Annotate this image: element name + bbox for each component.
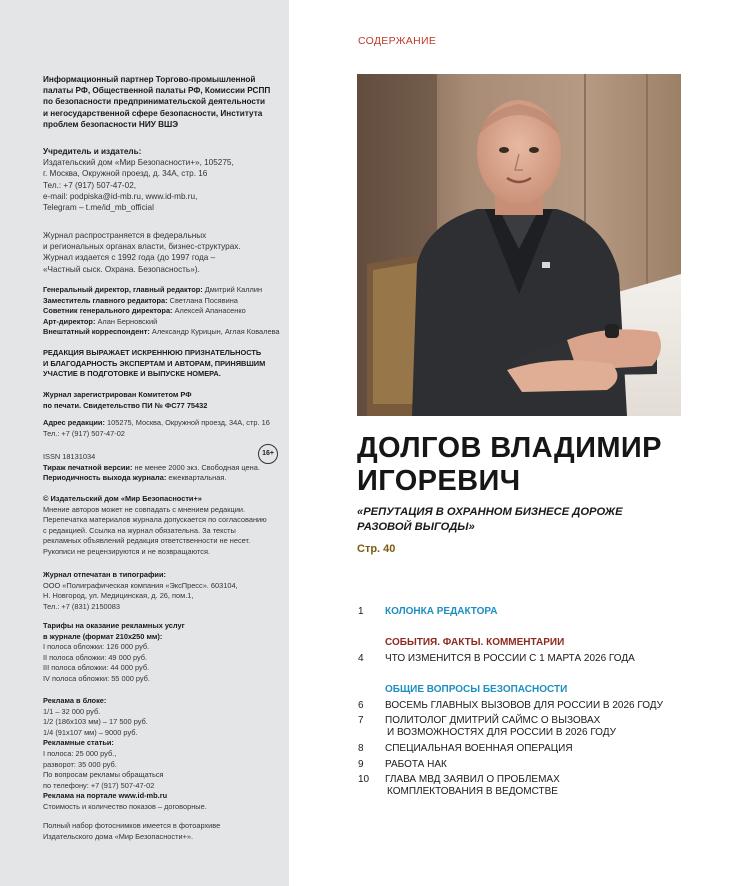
articles-title: Рекламные статьи: <box>43 738 114 748</box>
toc-item[interactable]: ВОСЕМЬ ГЛАВНЫХ ВЫЗОВОВ ДЛЯ РОССИИ В 2026 ГОДУ <box>385 700 664 711</box>
block-title: Реклама в блоке: <box>43 696 107 705</box>
address-phone: Тел.: +7 (917) 507-47-02 <box>43 428 125 438</box>
copyright-block <box>43 494 283 558</box>
block-line: 1/1 – 32 000 руб. <box>43 706 101 716</box>
circulation-text: не менее 2000 экз. Свободная цена. <box>134 462 260 472</box>
portal-text: Стоимость и количество показов – договорные. <box>43 801 207 811</box>
tariff-line: III полоса обложки: 44 000 руб. <box>43 663 150 673</box>
age-rating-badge: 16+ <box>258 444 278 464</box>
copyright-line: с редакцией. Ссылка на журнал обязательна. За тексты <box>43 525 236 535</box>
distribution-line: «Частный сыск. Охрана. Безопасность»). <box>43 264 200 274</box>
distribution-line: Журнал издается с 1992 года (до 1997 года – <box>43 253 216 263</box>
copyright-title: © Издательский дом «Мир Безопасности+» <box>43 494 202 503</box>
tariffs-title: в журнале (формат 210x250 мм): <box>43 631 163 641</box>
toc-editor-column[interactable]: КОЛОНКА РЕДАКТОРА <box>385 606 498 617</box>
portrait-photo <box>357 74 681 416</box>
printer-line: Н. Новгород, ул. Медицинская, д. 26, пом.1, <box>43 591 194 601</box>
staff-name: Алексей Апанасенко <box>174 306 246 316</box>
name-line: ИГОРЕВИЧ <box>357 465 521 497</box>
copyright-line: рекламных объявлений редакция ответственности не несет. <box>43 536 251 546</box>
block-line: 1/2 (186x103 мм) – 17 500 руб. <box>43 717 148 727</box>
partner-block <box>43 74 283 130</box>
staff-name: Дмитрий Каллин <box>204 285 263 294</box>
quote-line: «РЕПУТАЦИЯ В ОХРАННОМ БИЗНЕСЕ ДОРОЖЕ <box>357 506 623 518</box>
articles-line: I полоса: 25 000 руб., <box>43 748 117 758</box>
block-line: 1/4 (91x107 мм) – 9000 руб. <box>43 727 138 737</box>
issn-block <box>43 452 283 484</box>
toc-item[interactable]: ГЛАВА МВД ЗАЯВИЛ О ПРОБЛЕМАХ <box>385 774 560 785</box>
printer-line: Тел.: +7 (831) 2150083 <box>43 601 120 611</box>
period-text: ежеквартальная. <box>168 473 227 483</box>
gratitude-block <box>43 348 283 380</box>
copyright-line: Мнение авторов может не совпадать с мнением редакции. <box>43 504 246 514</box>
archive-line: Полный набор фотоснимков имеется в фотоархиве <box>43 821 221 830</box>
tariffs-title: Тарифы на оказание рекламных услуг <box>43 621 185 630</box>
portal-title: Реклама на портале www.id-mb.ru <box>43 791 168 801</box>
staff-name: Александр Курицын, Аглая Ковалева <box>151 327 280 337</box>
staff-name: Светлана Посявина <box>169 295 238 305</box>
tariff-line: I полоса обложки: 126 000 руб. <box>43 642 150 652</box>
toc-number: 8 <box>358 743 364 754</box>
founder-block <box>43 146 283 213</box>
section-label: СОДЕРЖАНИЕ <box>358 35 437 47</box>
copyright-line: Перепечатка материалов журнала допускается по согласованию <box>43 515 267 525</box>
toc-item-continued[interactable]: КОМПЛЕКТОВАНИЯ В ВЕДОМСТВЕ <box>387 786 558 797</box>
tariffs-block <box>43 621 283 685</box>
featured-person-name <box>357 432 687 498</box>
toc-item-continued[interactable]: И ВОЗМОЖНОСТЯХ ДЛЯ РОССИИ В 2026 ГОДУ <box>387 727 616 738</box>
registration-line: по печати. Свидетельство ПИ № ФС77 75432 <box>43 400 208 410</box>
partner-line: проблем безопасности НИУ ВШЭ <box>43 119 179 129</box>
toc-category-events: СОБЫТИЯ. ФАКТЫ. КОММЕНТАРИИ <box>385 637 565 648</box>
page-reference-link[interactable]: Стр. 40 <box>357 543 396 555</box>
toc-number: 4 <box>358 653 364 664</box>
distribution-block <box>43 230 283 275</box>
toc-number: 10 <box>358 774 370 785</box>
partner-line: по безопасности предпринимательской деятельности <box>43 97 266 107</box>
gratitude-line: И БЛАГОДАРНОСТЬ ЭКСПЕРТАМ И АВТОРАМ, ПРИНЯВШИМ <box>43 358 266 368</box>
circulation-label: Тираж печатной версии: <box>43 462 133 472</box>
tariff-line: II полоса обложки: 49 000 руб. <box>43 652 148 662</box>
registration-block <box>43 390 283 411</box>
staff-role: Генеральный директор, главный редактор: <box>43 285 203 294</box>
staff-role: Советник генерального директора: <box>43 306 173 316</box>
address-block <box>43 418 283 439</box>
articles-line: разворот: 35 000 руб. <box>43 759 117 769</box>
distribution-line: и региональных органах власти, бизнес-структурах. <box>43 242 241 252</box>
toc-item[interactable]: РАБОТА НАК <box>385 759 447 770</box>
toc-number: 6 <box>358 700 364 711</box>
staff-name: Алан Берновский <box>97 316 158 326</box>
printer-block <box>43 570 283 612</box>
name-line: ДОЛГОВ ВЛАДИМИР <box>357 432 662 464</box>
printer-line: ООО «Полиграфическая компания «ЭксПресс». 603104, <box>43 580 238 590</box>
distribution-line: Журнал распространяется в федеральных <box>43 231 207 240</box>
staff-role: Арт-директор: <box>43 316 96 326</box>
partner-line: и негосударственной сфере безопасности, Института <box>43 108 263 118</box>
toc-item[interactable]: ЧТО ИЗМЕНИТСЯ В РОССИИ С 1 МАРТА 2026 ГОДА <box>385 653 635 664</box>
founder-line: Издательский дом «Мир Безопасности+», 105275, <box>43 158 234 168</box>
toc-item[interactable]: ПОЛИТОЛОГ ДМИТРИЙ САЙМС О ВЫЗОВАХ <box>385 715 601 726</box>
tariff-line: IV полоса обложки: 55 000 руб. <box>43 673 150 683</box>
toc-item[interactable]: СПЕЦИАЛЬНАЯ ВОЕННАЯ ОПЕРАЦИЯ <box>385 743 573 754</box>
articles-line: по телефону: +7 (917) 507-47-02 <box>43 780 155 790</box>
address-label: Адрес редакции: <box>43 418 105 427</box>
toc-number: 9 <box>358 759 364 770</box>
partner-line: палаты РФ, Общественной палаты РФ, Комиссии РСПП <box>43 86 271 96</box>
address-text: 105275, Москва, Окружной проезд, 34А, стр. 16 <box>107 418 270 427</box>
toc-number: 1 <box>358 606 364 617</box>
founder-title: Учредитель и издатель: <box>43 147 142 156</box>
registration-line: Журнал зарегистрирован Комитетом РФ <box>43 390 192 399</box>
archive-block <box>43 821 283 842</box>
founder-line: Тел.: +7 (917) 507-47-02, <box>43 180 137 190</box>
partner-line: Информационный партнер Торгово-промышленной <box>43 75 256 84</box>
staff-role: Заместитель главного редактора: <box>43 295 168 305</box>
toc-number: 7 <box>358 715 364 726</box>
articles-line: По вопросам рекламы обращаться <box>43 770 164 780</box>
quote-line: РАЗОВОЙ ВЫГОДЫ» <box>357 520 475 533</box>
founder-line: Telegram – t.me/id_mb_official <box>43 203 154 213</box>
ads-block <box>43 696 283 813</box>
featured-quote <box>357 505 677 534</box>
gratitude-line: УЧАСТИЕ В ПОДГОТОВКЕ И ВЫПУСКЕ НОМЕРА. <box>43 369 221 379</box>
printer-title: Журнал отпечатан в типографии: <box>43 570 166 579</box>
period-label: Периодичность выхода журнала: <box>43 473 167 483</box>
archive-line: Издательского дома «Мир Безопасности+». <box>43 831 194 841</box>
gratitude-line: РЕДАКЦИЯ ВЫРАЖАЕТ ИСКРЕННЮЮ ПРИЗНАТЕЛЬНОСТЬ <box>43 348 262 357</box>
founder-line: e-mail: podpiska@id-mb.ru, www.id-mb.ru, <box>43 191 198 201</box>
staff-role: Внештатный корреспондент: <box>43 327 150 337</box>
toc-category-security: ОБЩИЕ ВОПРОСЫ БЕЗОПАСНОСТИ <box>385 684 568 695</box>
staff-block <box>43 285 283 338</box>
founder-line: г. Москва, Окружной проезд, д. 34А, стр. 16 <box>43 169 208 179</box>
copyright-line: Рукописи не рецензируются и не возвращаются. <box>43 546 210 556</box>
issn: ISSN 18131034 <box>43 452 96 461</box>
